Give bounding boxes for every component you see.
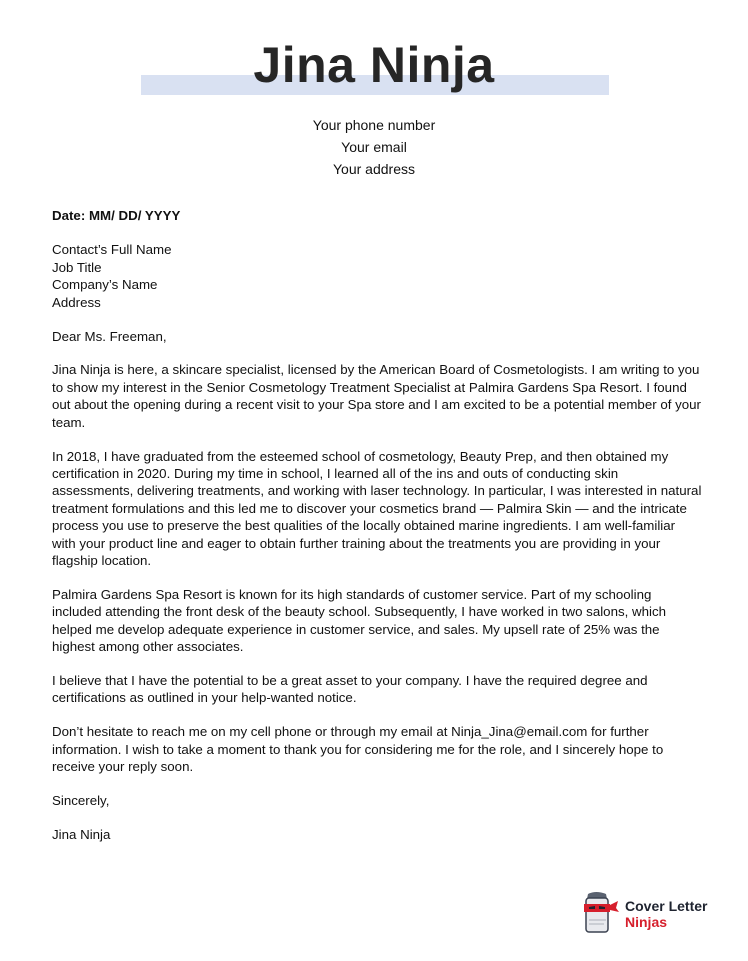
recipient-block — [52, 241, 702, 311]
paragraph-education: In 2018, I have graduated from the esteemed school of cosmetology, Beauty Prep, and then obtained my certification in 2020. During my time in school, I learned all of the ins and outs of conducting skin assessments, delivering treatments, and working with laser technology. In particular, I was interested in natural treatment formulations and this led me to discover your cosmetics brand — Palmira Skin — and the intricate process you use to preserve the best qualities of the locally obtained marine ingredients. I am well-familiar with your product line and eager to obtain further training about the treatments you are providing in your flagship location. — [52, 448, 702, 568]
letter-date: Date: MM/ DD/ YYYY — [52, 208, 181, 223]
paragraph-experience: Palmira Gardens Spa Resort is known for its high standards of customer service. Part of my schooling included attending the front desk of the beauty school. Subsequently, I have worked in two salons, which helped me develop adequate experience in customer service, and sales. My upsell rate of 25% was the highest among other associates. — [52, 586, 667, 655]
paragraph-closing: Don’t hesitate to reach me on my cell phone or through my email at Ninja_Jina@email.com for further information. I wish to take a moment to thank you for considering me for the role, and I sincerely hope to receive your reply soon. — [52, 724, 664, 775]
recipient-company: Company’s Name — [52, 277, 158, 293]
letter-body — [52, 207, 702, 860]
recipient-address: Address — [52, 294, 101, 310]
phone-number: Your phone number — [312, 117, 436, 133]
recipient-name: Contact’s Full Name — [52, 242, 172, 258]
logo-line-ninjas: Ninjas — [625, 914, 668, 930]
postal-address: Your address — [333, 161, 415, 177]
salutation: Dear Ms. Freeman, — [52, 328, 167, 344]
closing: Sincerely, — [52, 793, 110, 809]
signature: Jina Ninja — [52, 826, 111, 842]
email-address: Your email — [341, 139, 407, 155]
applicant-name: Jina Ninja — [253, 37, 495, 93]
ninja-mascot-icon — [576, 890, 620, 936]
logo-line-cover-letter: Cover Letter — [625, 898, 708, 914]
logo-wordmark — [625, 898, 707, 930]
paragraph-intro: Jina Ninja is here, a skincare specialist, licensed by the American Board of Cosmetologists. I am writing to you to show my interest in the Senior Cosmetology Treatment Specialist at Palmira Gardens Spa Resort. I found out about the opening during a recent visit to your Spa store and I am excited to be a potential member of your team. — [52, 362, 701, 430]
recipient-job-title: Job Title — [52, 259, 102, 275]
cover-letter-ninjas-logo — [576, 890, 726, 936]
paragraph-qualifications: I believe that I have the potential to be a great asset to your company. I have the required degree and certifications as outlined in your help-wanted notice. — [52, 673, 648, 706]
contact-block — [0, 114, 748, 180]
